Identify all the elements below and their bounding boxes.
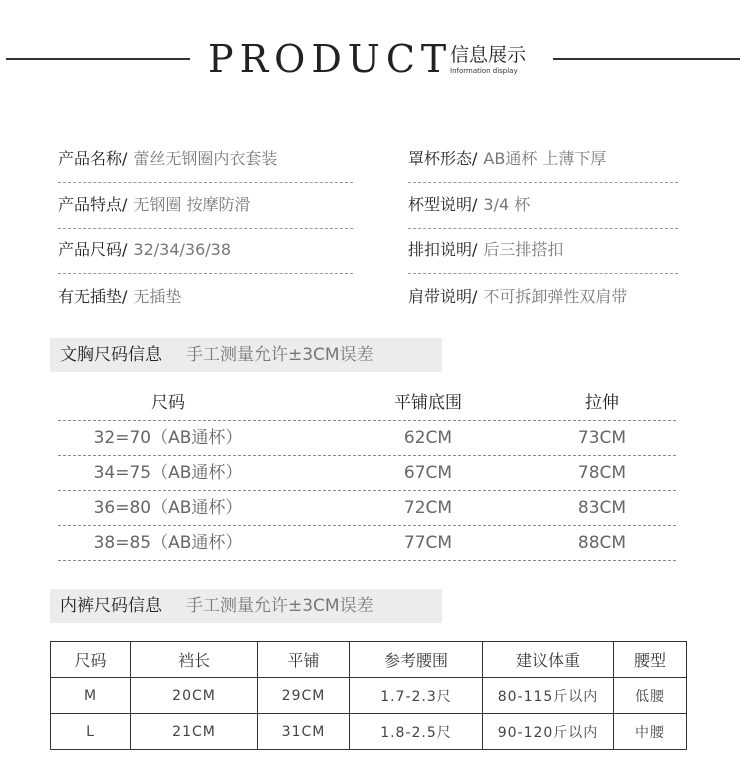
table-header-row	[51, 642, 687, 678]
info-value: 不可拆卸弹性双肩带	[483, 287, 628, 306]
info-value: 无插垫	[133, 287, 182, 306]
header-rule-left	[6, 58, 190, 60]
column-header: 平铺底围	[394, 393, 462, 413]
section-title: 文胸尺码信息	[60, 345, 162, 365]
table-cell: 1.8-2.5尺	[350, 714, 483, 750]
info-value: 32/34/36/38	[133, 240, 232, 259]
column-header: 拉伸	[585, 393, 619, 413]
info-label: 杯型说明/	[408, 195, 478, 214]
info-label: 肩带说明/	[408, 287, 478, 306]
table-cell: 1.7-2.3尺	[350, 678, 483, 714]
info-label: 产品特点/	[58, 195, 128, 214]
table-cell: 中腰	[614, 714, 687, 750]
table-cell: 21CM	[131, 714, 258, 750]
info-cell	[58, 236, 353, 274]
table-cell: 20CM	[131, 678, 258, 714]
info-cell	[408, 283, 678, 321]
info-row	[58, 283, 678, 329]
table-cell: 32=70（AB通杯）	[93, 428, 243, 448]
panty-size-banner	[50, 589, 442, 623]
table-cell: 80-115斤以内	[483, 678, 614, 714]
info-cell	[408, 145, 678, 183]
column-header: 裆长	[131, 642, 258, 678]
info-cell	[58, 191, 353, 229]
table-cell: 77CM	[403, 533, 453, 553]
bra-size-table	[58, 386, 676, 561]
info-cell	[58, 283, 353, 321]
table-cell: 31CM	[258, 714, 350, 750]
table-cell: 73CM	[577, 428, 627, 448]
table-cell: 72CM	[403, 498, 453, 518]
table-row	[58, 421, 676, 456]
page-subtitle-en: Information display	[450, 67, 518, 75]
page-title-cn: 信息展示	[450, 44, 527, 66]
info-label: 产品尺码/	[58, 240, 128, 259]
table-cell: 90-120斤以内	[483, 714, 614, 750]
info-row	[58, 145, 678, 191]
info-cell	[408, 236, 678, 274]
column-header: 尺码	[151, 393, 185, 413]
section-title: 内裤尺码信息	[60, 596, 162, 616]
section-note: 手工测量允许±3CM误差	[186, 596, 374, 616]
table-cell: 低腰	[614, 678, 687, 714]
table-row	[58, 526, 676, 561]
info-label: 罩杯形态/	[408, 149, 478, 168]
table-cell: L	[51, 714, 131, 750]
bra-size-banner	[50, 338, 442, 372]
panty-size-table	[50, 641, 687, 750]
table-row	[58, 491, 676, 526]
table-cell: M	[51, 678, 131, 714]
column-header: 参考腰围	[350, 642, 483, 678]
table-cell: 67CM	[403, 463, 453, 483]
table-cell: 34=75（AB通杯）	[93, 463, 243, 483]
table-cell: 88CM	[577, 533, 627, 553]
info-value: 3/4 杯	[483, 195, 531, 214]
column-header: 建议体重	[483, 642, 614, 678]
column-header: 腰型	[614, 642, 687, 678]
section-note: 手工测量允许±3CM误差	[186, 345, 374, 365]
table-row	[51, 714, 687, 750]
info-value: 蕾丝无钢圈内衣套装	[133, 149, 278, 168]
info-label: 排扣说明/	[408, 240, 478, 259]
column-header: 尺码	[51, 642, 131, 678]
info-value: 后三排搭扣	[483, 240, 564, 259]
info-row	[58, 236, 678, 282]
table-row	[51, 678, 687, 714]
info-value: AB通杯 上薄下厚	[483, 149, 607, 168]
table-header-row	[58, 386, 676, 421]
info-value: 无钢圈 按摩防滑	[133, 195, 251, 214]
info-cell	[408, 191, 678, 229]
info-label: 有无插垫/	[58, 287, 128, 306]
info-label: 产品名称/	[58, 149, 128, 168]
table-row	[58, 456, 676, 491]
info-cell	[58, 145, 353, 183]
table-cell: 38=85（AB通杯）	[93, 533, 243, 553]
page-title: PRODUCT	[208, 37, 453, 81]
table-cell: 29CM	[258, 678, 350, 714]
column-header: 平铺	[258, 642, 350, 678]
table-cell: 78CM	[577, 463, 627, 483]
table-cell: 36=80（AB通杯）	[93, 498, 243, 518]
table-cell: 62CM	[403, 428, 453, 448]
info-row	[58, 191, 678, 237]
table-cell: 83CM	[577, 498, 627, 518]
header-rule-right	[553, 58, 740, 60]
